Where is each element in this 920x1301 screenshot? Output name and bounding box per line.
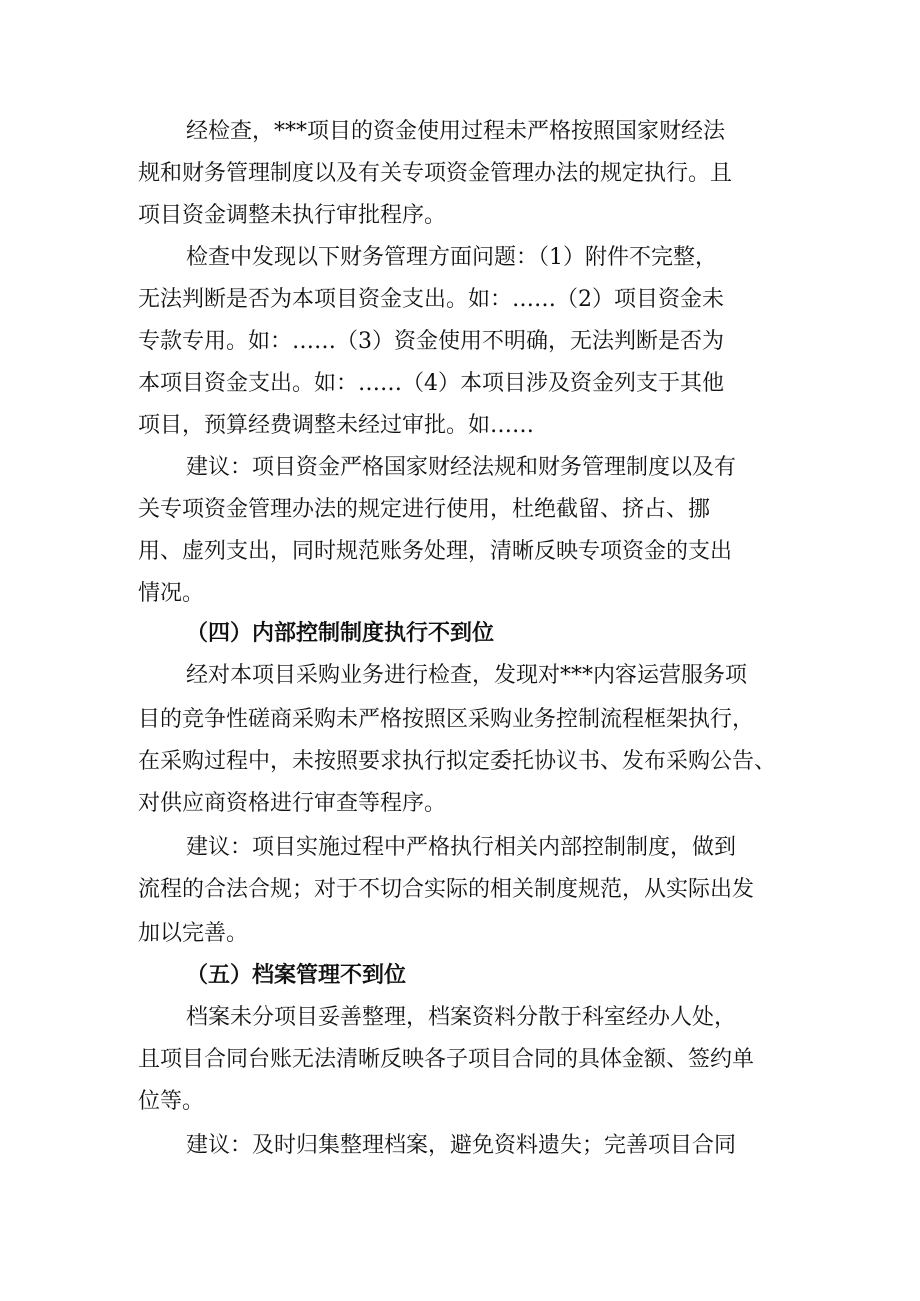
paragraph-line: 项目资金调整未执行审批程序。 [138, 203, 447, 228]
paragraph-line: 流程的合法合规；对于不切合实际的相关制度规范，从实际出发 [138, 877, 755, 902]
paragraph-line: 档案未分项目妥善整理，档案资料分散于科室经办人处， [186, 1005, 737, 1030]
paragraph-line: 用、虚列支出，同时规范账务处理，清晰反映专项资金的支出 [138, 539, 733, 564]
paragraph-line: 建议：项目资金严格国家财经法规和财务管理制度以及有 [186, 455, 737, 480]
paragraph-line: 无法判断是否为本项目资金支出。如：……（2）项目资金未 [138, 287, 724, 312]
paragraph-line: 情况。 [138, 581, 205, 606]
paragraph-line: 项目，预算经费调整未经过审批。如…… [138, 413, 535, 438]
section-heading: （四）内部控制制度执行不到位 [186, 621, 495, 646]
paragraph-line: 经检查，***项目的资金使用过程未严格按照国家财经法 [186, 119, 726, 144]
paragraph-line: 专款专用。如：……（3）资金使用不明确，无法判断是否为 [138, 329, 724, 354]
paragraph-line: 且项目合同台账无法清晰反映各子项目合同的具体金额、签约单 [138, 1047, 755, 1072]
paragraph-line: 在采购过程中，未按照要求执行拟定委托协议书、发布采购公告、 [138, 749, 777, 774]
paragraph-line: 建议：及时归集整理档案，避免资料遗失；完善项目合同 [186, 1133, 737, 1158]
paragraph-line: 目的竞争性磋商采购未严格按照区采购业务控制流程框架执行， [138, 707, 755, 732]
paragraph-line: 建议：项目实施过程中严格执行相关内部控制制度，做到 [186, 835, 737, 860]
paragraph-line: 关专项资金管理办法的规定进行使用，杜绝截留、挤占、挪 [138, 497, 711, 522]
paragraph-line: 位等。 [138, 1089, 205, 1114]
paragraph-line: 规和财务管理制度以及有关专项资金管理办法的规定执行。且 [138, 161, 733, 186]
section-heading: （五）档案管理不到位 [186, 963, 407, 988]
paragraph-line: 本项目资金支出。如：……（4）本项目涉及资金列支于其他 [138, 371, 724, 396]
paragraph-line: 对供应商资格进行审查等程序。 [138, 791, 447, 816]
paragraph-line: 检查中发现以下财务管理方面问题：（1）附件不完整， [186, 245, 717, 270]
paragraph-line: 加以完善。 [138, 921, 249, 946]
paragraph-line: 经对本项目采购业务进行检查，发现对***内容运营服务项 [186, 663, 748, 688]
